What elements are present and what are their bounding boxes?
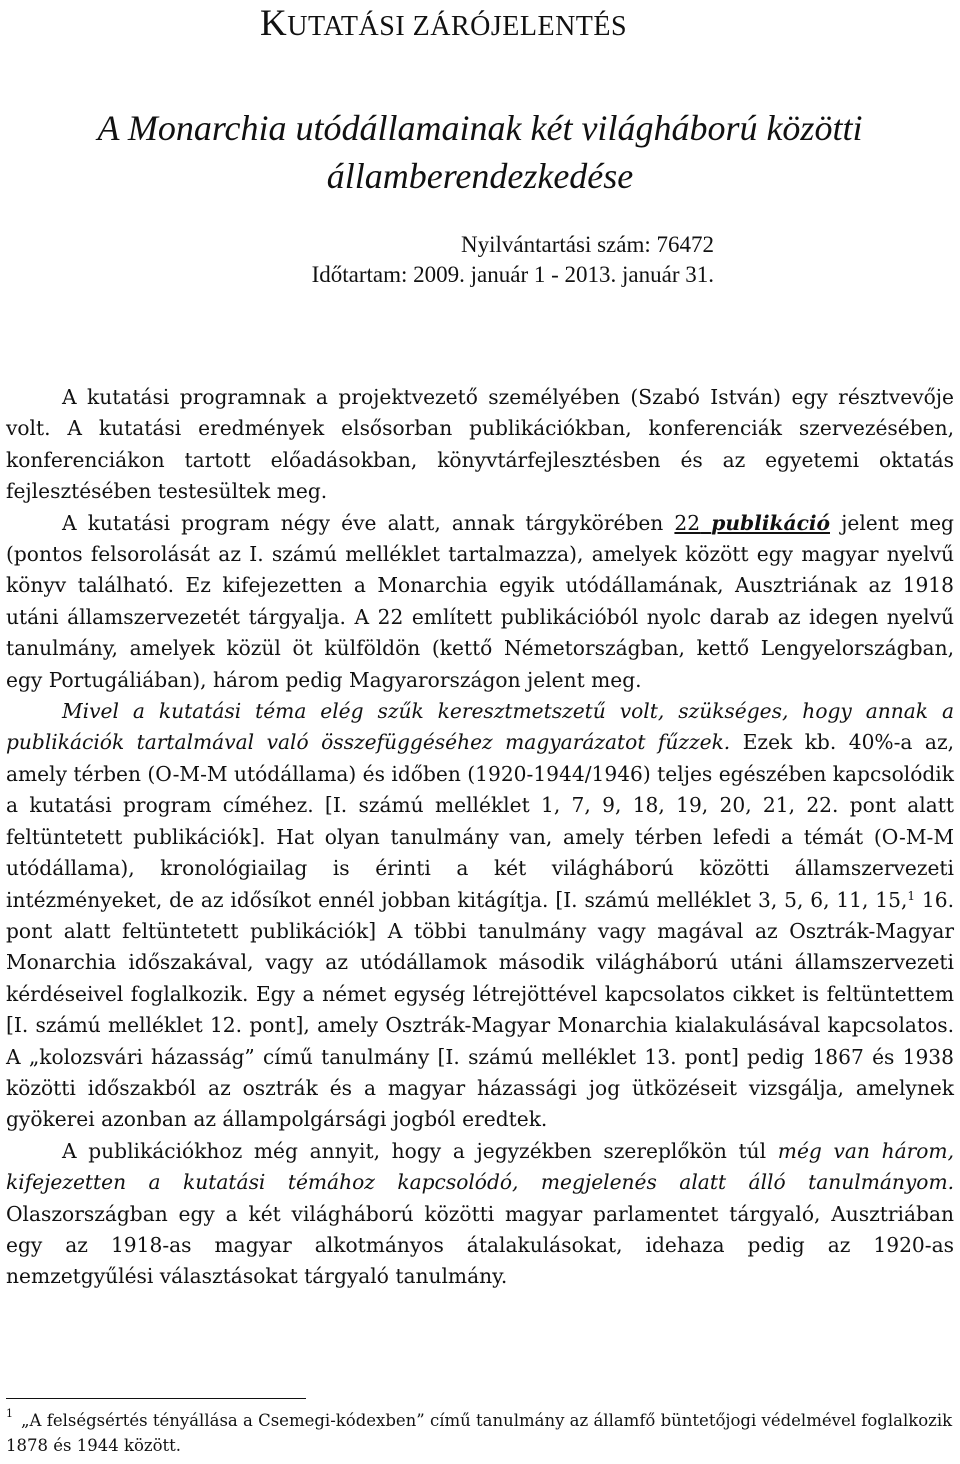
paragraph-3 (6, 696, 954, 1136)
heading-rest: UTATÁSI ZÁRÓJELENTÉS (287, 11, 628, 42)
paragraph-4-text-b: Olaszországban egy a két világháború közötti magyar parlamentet tárgyaló, Ausztriában egy az 1918-as magyar alkotmányos átalakulásokat, idehaza pedig az 1920-as nemzetgyűlési választásokat tárgyaló tanulmány. (6, 1201, 954, 1289)
publication-word: publikáció (711, 510, 830, 535)
footnote-number: 1 (6, 1407, 13, 1420)
registration-number: Nyilvántartási szám: 76472 (461, 232, 714, 257)
paragraph-2 (6, 508, 954, 696)
paragraph-3-text-a: Ezek kb. 40%-a az, amely térben (O-M-M utódállama) és időben (1920-1944/1946) teljes egészében kapcsolódik a kutatási program címéhez. [I. számú melléklet 1, 7, 9, 18, 19, 20, 21, 22. pont alatt feltüntetett publikációk]. Hat olyan tanulmány van, amely térben lefedi a témát (O-M-M utódállama), kronológiailag is érinti a két világháború közötti államszervezeti intézményeket, de az idősíkot ennél jobban kitágítja. [I. számú melléklet 3, 5, 6, 11, 15, (6, 730, 955, 912)
paragraph-4 (6, 1136, 954, 1293)
project-meta (312, 230, 714, 290)
publication-count-space (700, 511, 711, 535)
title-line-2: államberendezkedése (326, 156, 634, 196)
paragraph-3-italic: Mivel a kutatási téma elég szűk keresztmetszetű volt, szükséges, hogy annak a publikációk tartalmával való összefüggéséhez magyarázatot fűzzek. (6, 699, 954, 755)
report-body (6, 382, 954, 1293)
publication-count: 22 (674, 510, 701, 535)
footnote (6, 1408, 954, 1458)
title-line-1: A Monarchia utódállamainak két világháború közötti (97, 108, 863, 148)
paragraph-4-text-a: A publikációkhoz még annyit, hogy a jegyzékben szereplőkön túl (62, 1138, 778, 1163)
report-heading (260, 2, 627, 45)
paragraph-4-italic: még van három, kifejezetten a kutatási témához kapcsolódó, megjelenés alatt álló tanulmányom. (6, 1138, 954, 1195)
footnote-text: „A felségsértés tényállása a Csemegi-kódexben” című tanulmány az államfő büntetőjogi védelmével foglalkozik 1878 és 1944 között. (6, 1411, 953, 1455)
paragraph-3-text-b: 16. pont alatt feltüntetett publikációk] A többi tanulmány vagy magával az Osztrák-Magyar Monarchia időszakával, vagy az utódállamok második világháború utáni államszervezeti kérdéseivel foglalkozik. Egy a német egység létrejöttével kapcsolatos cikket is feltüntettem [I. számú melléklet 12. pont], amely Osztrák-Magyar Monarchia kialakulásával kapcsolatos. A „kolozsvári házasság” című tanulmány [I. számú melléklet 13. pont] pedig 1867 és 1938 közötti időszakból az osztrák és a magyar házassági jog ütközéseit vizsgálja, amelynek gyökerei azonban az állampolgársági jogból eredtek. (6, 887, 955, 1132)
footnote-reference: 1 (907, 888, 916, 903)
footnote-divider (6, 1398, 306, 1399)
paragraph-1: A kutatási programnak a projektvezető személyében (Szabó István) egy résztvevője volt. A kutatási eredmények elsősorban publikációkban, konferenciák szervezésében, konferenciákon tartott előadásokban, könyvtárfejlesztésben és az egyetemi oktatás fejlesztésében testesültek meg. (6, 385, 954, 504)
paragraph-2-text-b: jelent meg (pontos felsorolását az I. számú melléklet tartalmazza), amelyek között egy magyar nyelvű könyv található. Ez kifejezetten a Monarchia egyik utódállamának, Ausztriának az 1918 utáni államszervezetét tárgyalja. A 22 említett publikációból nyolc darab az idegen nyelvű tanulmány, amelyek közül öt külföldön (kettő Németországban, kettő Lengyelországban, egy Portugáliában), három pedig Magyarországon jelent meg. (6, 510, 954, 692)
heading-initial: K (260, 3, 288, 44)
paragraph-2-text-a: A kutatási program négy éve alatt, annak tárgykörében (62, 510, 675, 535)
project-duration: Időtartam: 2009. január 1 - 2013. január 31. (311, 262, 714, 287)
document-title (0, 104, 960, 200)
